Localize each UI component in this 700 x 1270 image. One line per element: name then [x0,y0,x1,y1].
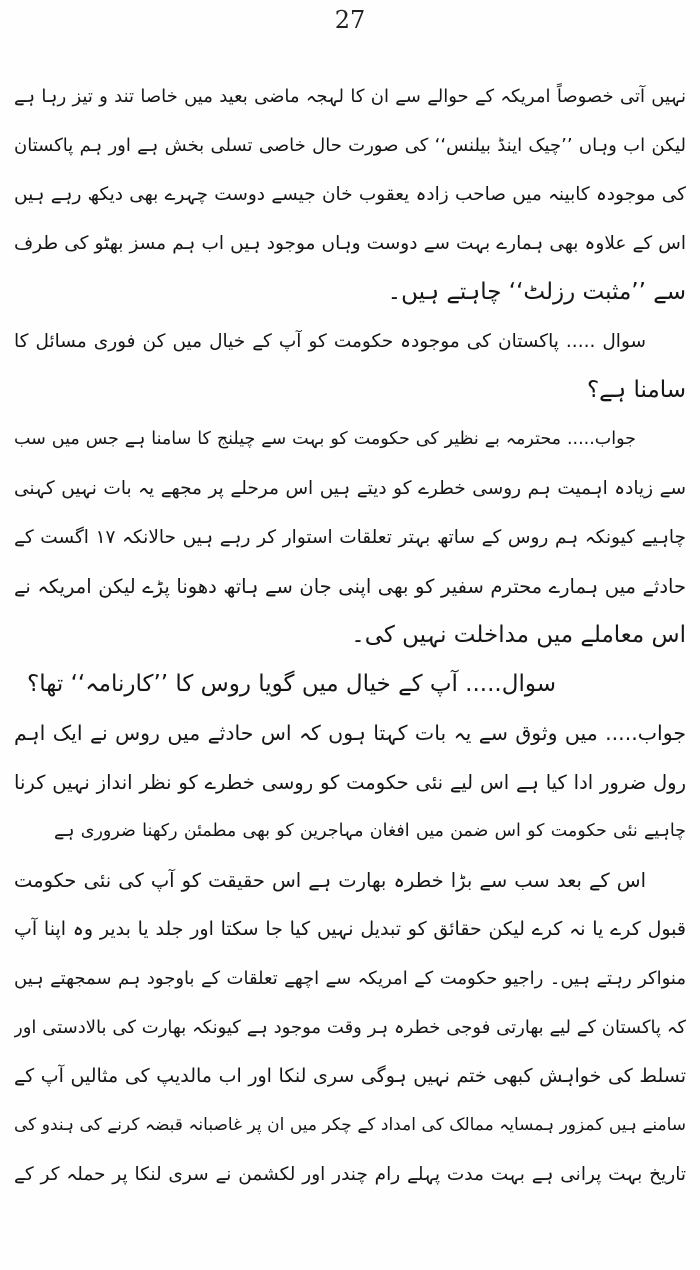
page-number: 27 [334,6,366,34]
text-line: سے ’’مثبت رزلٹ‘‘ چاہتے ہیں۔ [387,279,686,305]
text-line: لیکن اب وہاں ’’چیک اینڈ بیلنس‘‘ کی صورت حال خاصی تسلی بخش ہے اور ہم پاکستان [14,135,686,156]
text-line: کہ پاکستان کے لیے بھارتی فوجی خطرہ ہر وقت موجود ہے کیونکہ بھارت کی بالادستی اور [14,1017,686,1038]
text-line: رول ضرور ادا کیا ہے اس لیے نئی حکومت کو روسی خطرے کو نظر انداز نہیں کرنا [14,771,686,794]
text-line: حادثے میں ہمارے محترم سفیر کو بھی اپنی جان سے ہاتھ دھونا پڑے لیکن امریکہ نے [14,575,686,598]
text-line: منواکر رہتے ہیں۔ راجیو حکومت کے امریکہ سے اچھے تعلقات کے باوجود ہم سمجھتے ہیں [14,968,686,989]
text-line: سوال..... آپ کے خیال میں گویا روس کا ’’کارنامہ‘‘ تھا؟ [27,671,556,697]
text-line: اس کے بعد سب سے بڑا خطرہ بھارت ہے اس حقیقت کو آپ کی نئی حکومت [14,869,646,892]
text-line: سامنے ہیں کمزور ہمسایہ ممالک کی امداد کے چکر میں ان پر غاصبانہ قبضہ کرنے کی ہندو کی [14,1115,686,1135]
text-line: چاہیے نئی حکومت کو اس ضمن میں افغان مہاجرین کو بھی مطمئن رکھنا ضروری ہے [54,821,686,841]
text-line: اس معاملے میں مداخلت نہیں کی۔ [351,622,686,648]
text-line: تاریخ بہت پرانی ہے بہت مدت پہلے رام چندر اور لکشمن نے سری لنکا پر حملہ کر کے [14,1164,686,1185]
text-line: جواب..... محترمہ بے نظیر کی حکومت کو بہت سے چیلنج کا سامنا ہے جس میں سب [14,429,636,449]
text-line: چاہیے کیونکہ ہم روس کے ساتھ بہتر تعلقات استوار کر رہے ہیں حالانکہ ١٧ اگست کے [14,527,686,548]
text-line: قبول کرے یا نہ کرے لیکن حقائق کو تبدیل نہیں کیا جا سکتا اور جلد یا بدیر وہ اپنا آپ [14,918,686,940]
text-line: اس کے علاوہ بھی ہمارے بہت سے دوست وہاں موجود ہیں اب ہم مسز بھٹو کی طرف [14,233,686,254]
text-line: سوال ..... پاکستان کی موجودہ حکومت کو آپ کے خیال میں کن فوری مسائل کا [14,331,646,352]
body-text [14,72,686,1199]
text-line: جواب..... میں وثوق سے یہ بات کہتا ہوں کہ اس حادثے میں روس نے ایک اہم [14,721,686,745]
text-line: تسلط کی خواہش کبھی ختم نہیں ہوگی سری لنکا اور اب مالدیپ کی مثالیں آپ کے [14,1065,686,1087]
text-line: کی موجودہ کابینہ میں صاحب زادہ یعقوب خان جیسے دوست چہرے بھی دیکھ رہے ہیں [14,184,686,205]
text-line: نہیں آتی خصوصاً امریکہ کے حوالے سے ان کا لہجہ ماضی بعید میں خاصا تند و تیز رہا ہے [14,86,686,107]
text-line: سے زیادہ اہمیت ہم روسی خطرے کو دیتے ہیں اس مرحلے پر مجھے یہ بات نہیں کہنی [14,478,686,499]
text-line: سامنا ہے؟ [586,377,686,403]
